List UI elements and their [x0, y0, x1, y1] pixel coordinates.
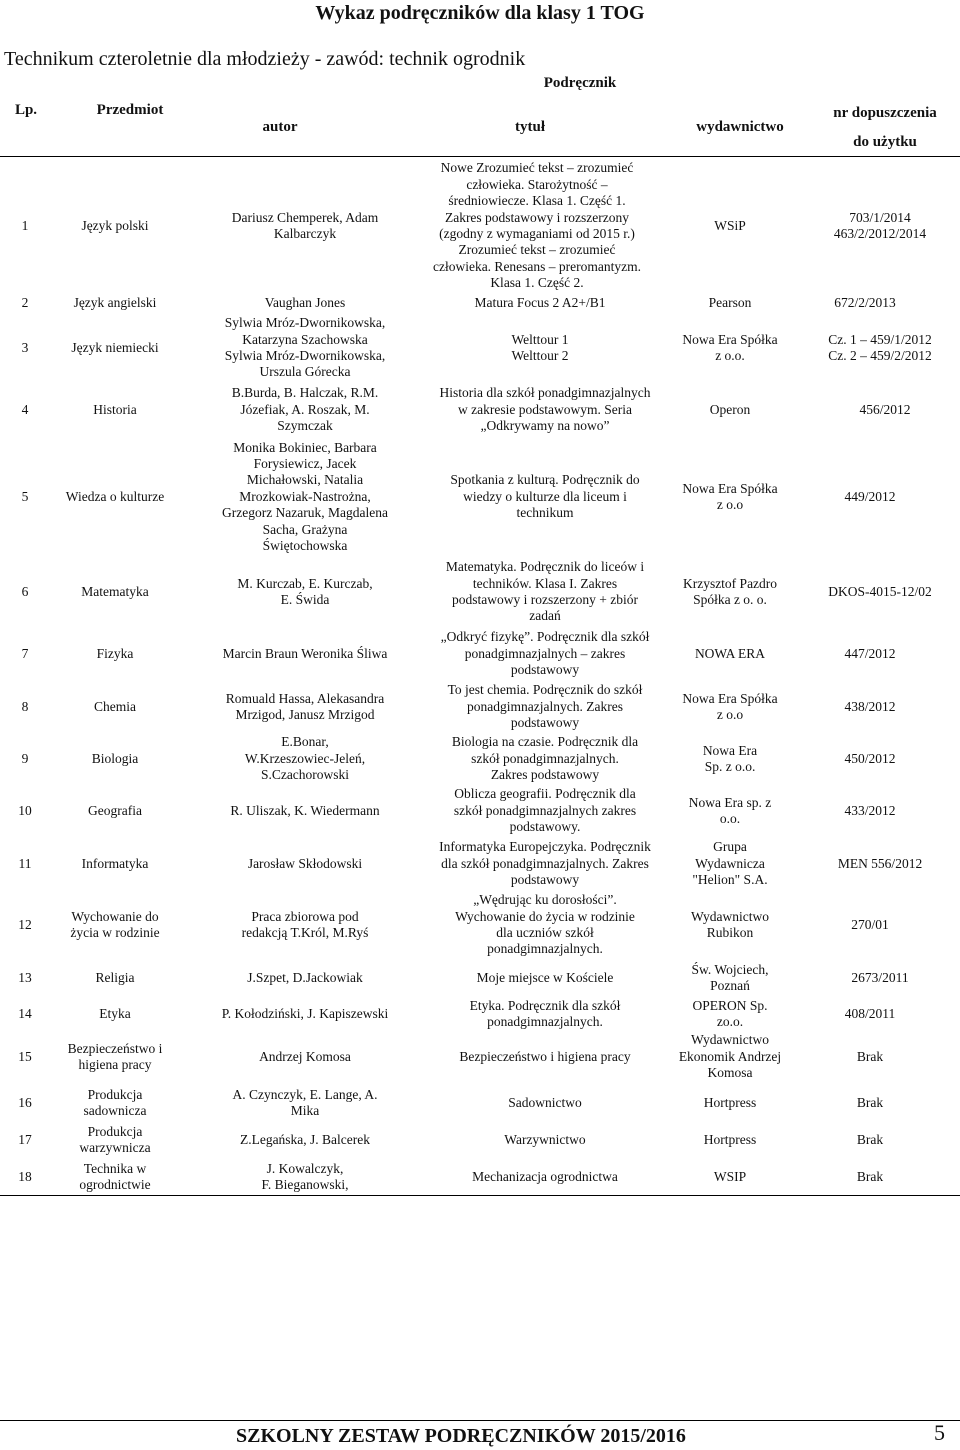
cell-line: Etyka. Podręcznik dla szkół	[469, 997, 621, 1013]
cell-lp	[0, 1158, 50, 1196]
cell-approval	[810, 786, 930, 836]
cell-line: szkół ponadgimnazjalnych.	[471, 750, 619, 766]
cell-line: Urszula Górecka	[259, 364, 351, 380]
cell-approval	[810, 294, 920, 312]
cell-line: Cz. 2 – 459/2/2012	[828, 348, 932, 363]
cell-line: W.Krzeszowiec-Jeleń,	[244, 750, 366, 766]
cell-line: higiena pracy	[78, 1057, 152, 1072]
header-podrecznik: Podręcznik	[543, 75, 617, 91]
cell-lp	[0, 436, 50, 558]
cell-line: P. Kołodziński, J. Kapiszewski	[221, 1005, 389, 1021]
cell-lp	[0, 836, 50, 892]
cell-line: podstawowy	[510, 715, 580, 731]
cell-line: Język polski	[81, 217, 149, 233]
cell-approval	[830, 384, 940, 436]
page-number: 5	[934, 1420, 945, 1445]
cell-line: 4	[21, 401, 29, 417]
cell-line: człowieka. Renesans – preromantyzm.	[432, 258, 642, 274]
cell-author	[200, 836, 410, 892]
cell-line: Welttour 2	[511, 348, 569, 363]
cell-line: Marcin Braun Weronika Śliwa	[222, 645, 388, 661]
cell-line: 463/2/2012/2014	[833, 226, 927, 241]
cell-line: F. Bieganowski,	[261, 1177, 349, 1192]
cell-line: Pearson	[708, 294, 752, 310]
cell-line: ponadgimnazjalnych.	[487, 941, 603, 957]
cell-author	[205, 384, 405, 436]
cell-line: S.Czachorowski	[260, 767, 350, 783]
cell-publisher	[665, 312, 795, 384]
cell-line: Matura Focus 2 A2+/B1	[474, 294, 606, 310]
cell-line: 270/01	[851, 916, 889, 932]
cell-line: Chemia	[94, 698, 136, 714]
cell-line: 450/2012	[844, 750, 896, 766]
cell-line: Nowa Era sp. z	[688, 794, 772, 810]
cell-line: Matematyka. Podręcznik do liceów i	[445, 559, 645, 575]
cell-book-title	[400, 732, 690, 786]
cell-publisher	[690, 158, 770, 294]
cell-line: Religia	[95, 969, 135, 985]
cell-line: Geografia	[88, 802, 142, 818]
cell-line: Wychowanie do życia w rodzinie	[455, 908, 635, 924]
cell-line: Krzysztof Pazdro	[682, 575, 778, 591]
cell-line: „Wędrując ku dorosłości”.	[473, 892, 617, 908]
cell-line: 14	[18, 1005, 32, 1021]
cell-lp	[0, 1084, 50, 1122]
cell-book-title	[400, 836, 690, 892]
cell-line: Wiedza o kulturze	[65, 488, 165, 504]
cell-line: DKOS-4015-12/02	[828, 583, 932, 599]
cell-lp	[0, 892, 50, 958]
cell-line: B.Burda, B. Halczak, R.M.	[231, 385, 379, 401]
cell-line: A. Czynczyk, E. Lange, A.	[232, 1086, 378, 1102]
cell-subject	[60, 312, 170, 384]
cell-line: Nowa Era Spółka	[682, 690, 778, 706]
cell-author	[200, 960, 410, 996]
cell-line: Sylwia Mróz-Dwornikowska,	[224, 315, 386, 331]
cell-author	[200, 1158, 410, 1196]
cell-book-title	[400, 1032, 690, 1082]
header-przedmiot: Przedmiot	[96, 102, 164, 118]
cell-line: Vaughan Jones	[264, 294, 346, 310]
cell-publisher	[665, 996, 795, 1032]
cell-line: podstawowy	[510, 872, 580, 888]
cell-lp	[0, 294, 50, 312]
cell-line: Mrozkowiak-Nastrożna,	[239, 488, 371, 504]
cell-lp	[0, 384, 50, 436]
cell-publisher	[690, 294, 770, 312]
cell-line: 15	[18, 1048, 32, 1064]
cell-line: 672/2/2013	[834, 294, 896, 310]
cell-publisher	[665, 682, 795, 732]
cell-book-title	[400, 558, 690, 626]
cell-line: warzywnicza	[79, 1140, 151, 1155]
cell-line: Historia dla szkół ponadgimnazjalnych	[439, 385, 651, 401]
cell-line: Rubikon	[706, 925, 754, 940]
cell-line: Brak	[856, 1168, 884, 1184]
cell-line: J.Szpet, D.Jackowiak	[247, 969, 363, 985]
cell-author	[190, 158, 420, 294]
cell-line: 10	[18, 802, 32, 818]
cell-line: 5	[21, 488, 29, 504]
cell-line: J. Kowalczyk,	[266, 1160, 344, 1176]
cell-author	[200, 436, 410, 558]
cell-line: Grupa	[713, 839, 747, 855]
cell-book-title	[400, 682, 690, 732]
header-tytul: tytuł	[515, 119, 545, 135]
cell-line: Moje miejsce w Kościele	[476, 969, 614, 985]
cell-line: 8	[21, 698, 29, 714]
cell-approval	[800, 312, 960, 384]
cell-line: Oblicza geografii. Podręcznik dla	[454, 786, 636, 802]
cell-subject	[60, 682, 170, 732]
cell-line: Nowa Era Spółka	[682, 480, 778, 496]
cell-publisher	[665, 960, 795, 996]
cell-line: podstawowy i rozszerzony + zbiór	[451, 592, 639, 607]
cell-line: Z.Legańska, J. Balcerek	[239, 1131, 371, 1147]
cell-line: dla szkół ponadgimnazjalnych. Zakres	[441, 855, 649, 871]
cell-line: 703/1/2014	[849, 209, 911, 225]
cell-line: 18	[18, 1168, 32, 1184]
cell-publisher	[665, 626, 795, 682]
cell-line: 408/2011	[844, 1005, 896, 1021]
cell-line: Poznań	[710, 978, 750, 993]
cell-line: Język niemiecki	[71, 339, 159, 355]
cell-line: 2	[21, 294, 29, 310]
cell-line: Operon	[709, 401, 751, 417]
document-title: Wykaz podręczników dla klasy 1 TOG	[315, 2, 645, 24]
cell-line: Sadownictwo	[508, 1094, 582, 1110]
cell-author	[200, 1032, 410, 1082]
cell-line: Nowa Era Spółka	[682, 331, 778, 347]
cell-line: ponadgimnazjalnych.	[487, 1014, 603, 1029]
cell-line: Technika w	[83, 1160, 147, 1176]
cell-lp	[0, 960, 50, 996]
cell-line: o.o.	[719, 811, 741, 826]
cell-line: Zrozumieć tekst – zrozumieć	[458, 242, 616, 258]
footer-rule	[0, 1420, 960, 1421]
cell-line: Kalbarczyk	[273, 226, 337, 241]
cell-author	[205, 312, 405, 384]
cell-author	[200, 786, 410, 836]
cell-line: redakcją T.Król, M.Ryś	[241, 925, 369, 940]
cell-subject	[60, 294, 170, 312]
cell-line: Świętochowska	[262, 538, 348, 554]
cell-line: ogrodnictwie	[79, 1177, 151, 1192]
cell-line: Wydawnictwo	[691, 908, 769, 924]
cell-subject	[60, 786, 170, 836]
header-autor: autor	[262, 119, 298, 135]
cell-line: 3	[21, 339, 29, 355]
cell-book-title	[400, 1122, 690, 1158]
cell-book-title	[400, 786, 690, 836]
cell-line: 7	[21, 645, 29, 661]
cell-approval	[810, 626, 930, 682]
cell-subject	[60, 892, 170, 958]
cell-publisher	[665, 436, 795, 558]
cell-publisher	[665, 558, 795, 626]
cell-author	[200, 892, 410, 958]
cell-line: Monika Bokiniec, Barbara	[233, 439, 377, 455]
cell-line: Nowe Zrozumieć tekst – zrozumieć	[440, 160, 634, 176]
cell-line: człowieka. Starożytność –	[466, 176, 608, 192]
cell-line: szkół ponadgimnazjalnych zakres	[453, 802, 637, 818]
cell-line: 17	[18, 1131, 32, 1147]
cell-line: w zakresie podstawowym. Seria	[458, 401, 632, 417]
cell-line: Mrzigod, Janusz Mrzigod	[235, 707, 375, 722]
cell-subject	[60, 1122, 170, 1158]
cell-lp	[0, 786, 50, 836]
cell-line: E.Bonar,	[281, 734, 329, 750]
cell-line: Matematyka	[81, 583, 149, 599]
cell-line: To jest chemia. Podręcznik do szkół	[447, 682, 643, 698]
cell-book-title	[412, 158, 662, 294]
cell-line: 16	[18, 1094, 32, 1110]
cell-line: M. Kurczab, E. Kurczab,	[237, 575, 373, 591]
cell-lp	[0, 1032, 50, 1082]
cell-line: (zgodny z wymaganiami od 2015 r.)	[439, 226, 635, 241]
cell-approval	[810, 1084, 930, 1122]
cell-line: Ekonomik Andrzej	[678, 1048, 782, 1064]
cell-line: 438/2012	[844, 698, 896, 714]
table-top-rule	[0, 156, 960, 157]
cell-line: z o.o	[716, 497, 744, 512]
cell-line: Produkcja	[87, 1123, 143, 1139]
cell-line: Wydawnictwo	[691, 1032, 769, 1048]
cell-line: Nowa Era	[702, 742, 758, 758]
cell-lp	[0, 682, 50, 732]
cell-approval	[800, 836, 960, 892]
cell-publisher	[665, 1122, 795, 1158]
cell-book-title	[400, 384, 690, 436]
cell-line: 13	[18, 969, 32, 985]
cell-author	[190, 294, 420, 312]
cell-line: Sacha, Grażyna	[262, 521, 348, 537]
cell-line: Mika	[290, 1103, 320, 1118]
cell-line: 6	[21, 583, 29, 599]
cell-line: WSiP	[714, 217, 746, 233]
cell-publisher	[665, 1084, 795, 1122]
cell-line: Jarosław Skłodowski	[247, 855, 363, 871]
cell-subject	[60, 436, 170, 558]
cell-author	[200, 558, 410, 626]
cell-book-title	[400, 626, 690, 682]
cell-book-title	[400, 892, 690, 958]
cell-line: Klasa 1. Część 2.	[490, 275, 584, 291]
cell-line: „Odkryć fizykę”. Podręcznik dla szkół	[440, 629, 650, 645]
cell-author	[200, 1122, 410, 1158]
cell-line: Zakres podstawowy i rozszerzony	[444, 209, 630, 225]
cell-subject	[60, 996, 170, 1032]
cell-subject	[60, 158, 170, 294]
cell-line: Historia	[93, 401, 137, 417]
cell-line: Sylwia Mróz-Dwornikowska,	[224, 348, 386, 363]
cell-publisher	[665, 732, 795, 786]
cell-line: Hortpress	[703, 1131, 757, 1147]
cell-lp	[0, 312, 50, 384]
cell-line: 447/2012	[844, 645, 896, 661]
cell-line: 456/2012	[859, 401, 911, 417]
cell-line: Bezpieczeństwo i	[67, 1040, 163, 1056]
cell-lp	[0, 1122, 50, 1158]
cell-line: 11	[18, 855, 32, 871]
cell-publisher	[665, 1032, 795, 1082]
cell-book-title	[400, 1158, 690, 1196]
cell-line: podstawowy	[510, 662, 580, 678]
cell-approval	[800, 158, 960, 294]
cell-publisher	[665, 836, 795, 892]
cell-line: 9	[21, 750, 29, 766]
cell-line: Brak	[856, 1094, 884, 1110]
cell-line: Komosa	[707, 1065, 753, 1081]
cell-line: wiedzy o kulturze dla liceum i	[463, 488, 627, 504]
cell-publisher	[665, 1158, 795, 1196]
header-nr-dopuszczenia: nr dopuszczenia	[833, 105, 937, 121]
cell-approval	[810, 892, 930, 958]
cell-subject	[60, 1032, 170, 1082]
cell-subject	[60, 626, 170, 682]
cell-approval	[810, 436, 930, 558]
cell-lp	[0, 626, 50, 682]
cell-line: R. Uliszak, K. Wiedermann	[230, 802, 380, 818]
cell-line: Andrzej Komosa	[259, 1048, 351, 1064]
cell-line: "Helion" S.A.	[692, 872, 768, 888]
header-do-uzytku: do użytku	[853, 134, 917, 150]
cell-line: 2673/2011	[851, 969, 909, 985]
cell-line: 433/2012	[844, 802, 896, 818]
cell-line: „Odkrywamy na nowo”	[480, 418, 610, 434]
cell-line: MEN 556/2012	[837, 855, 923, 871]
cell-line: Michałowski, Natalia	[246, 472, 364, 488]
cell-line: Etyka	[99, 1005, 131, 1021]
cell-line: Fizyka	[96, 645, 134, 661]
cell-line: technikum	[516, 505, 574, 521]
cell-line: 449/2012	[844, 488, 896, 504]
cell-line: Biologia	[91, 750, 139, 766]
cell-line: Szymczak	[277, 418, 333, 434]
cell-line: 1	[21, 217, 29, 233]
footer-title: SZKOLNY ZESTAW PODRĘCZNIKÓW 2015/2016	[236, 1425, 686, 1447]
document-subtitle: Technikum czteroletnie dla młodzieży - zawód: technik ogrodnik	[4, 48, 526, 70]
cell-subject	[60, 558, 170, 626]
cell-approval	[810, 1158, 930, 1196]
cell-line: Informatyka	[81, 855, 149, 871]
cell-subject	[60, 960, 170, 996]
cell-line: Katarzyna Szachowska	[242, 331, 368, 347]
cell-line: Warzywnictwo	[504, 1131, 586, 1147]
cell-line: Informatyka Europejczyka. Podręcznik	[439, 839, 651, 855]
cell-line: Grzegorz Nazaruk, Magdalena	[221, 505, 389, 521]
cell-line: zo.o.	[716, 1014, 744, 1029]
cell-subject	[60, 732, 170, 786]
cell-line: Wydawnicza	[695, 855, 765, 871]
cell-line: 12	[18, 916, 32, 932]
cell-book-title	[400, 1084, 690, 1122]
cell-line: Cz. 1 – 459/1/2012	[828, 331, 932, 347]
header-wydawnictwo: wydawnictwo	[696, 119, 784, 135]
cell-lp	[0, 158, 50, 294]
cell-line: sadownicza	[83, 1103, 147, 1118]
cell-line: Św. Wojciech,	[691, 961, 769, 977]
cell-line: Welttour 1	[511, 331, 569, 347]
cell-line: dla uczniów szkół	[496, 925, 594, 940]
cell-book-title	[400, 996, 690, 1032]
cell-line: techników. Klasa I. Zakres	[472, 575, 618, 591]
cell-line: średniowiecze. Klasa 1. Część 1.	[448, 193, 626, 209]
cell-line: Język angielski	[73, 294, 157, 310]
cell-line: Biologia na czasie. Podręcznik dla	[451, 734, 639, 750]
cell-book-title	[455, 312, 625, 384]
cell-line: Forysiewicz, Jacek	[253, 455, 357, 471]
cell-line: Spotkania z kulturą. Podręcznik do	[450, 472, 640, 488]
cell-publisher	[665, 786, 795, 836]
cell-line: NOWA ERA	[694, 645, 766, 661]
cell-subject	[60, 1084, 170, 1122]
cell-line: Praca zbiorowa pod	[251, 908, 359, 924]
cell-line: życia w rodzinie	[70, 925, 160, 940]
cell-line: zadań	[529, 608, 561, 624]
cell-lp	[0, 732, 50, 786]
cell-subject	[60, 1158, 170, 1196]
cell-line: ponadgimnazjalnych – zakres	[464, 645, 626, 661]
cell-approval	[800, 558, 960, 626]
cell-line: Spółka z o. o.	[693, 592, 767, 607]
cell-publisher	[665, 892, 795, 958]
cell-line: Wychowanie do	[71, 908, 159, 924]
cell-line: Sp. z o.o.	[704, 759, 756, 774]
cell-author	[200, 682, 410, 732]
cell-author	[200, 732, 410, 786]
cell-line: z o.o.	[715, 348, 745, 363]
cell-line: ponadgimnazjalnych. Zakres	[467, 698, 623, 714]
cell-approval	[810, 1032, 930, 1082]
cell-lp	[0, 558, 50, 626]
cell-line: OPERON Sp.	[692, 997, 768, 1013]
cell-approval	[810, 996, 930, 1032]
cell-line: Józefiak, A. Roszak, M.	[240, 401, 370, 417]
cell-line: Zakres podstawowy	[490, 767, 600, 783]
cell-book-title	[400, 960, 690, 996]
cell-publisher	[675, 384, 785, 436]
cell-line: Mechanizacja ogrodnictwa	[472, 1168, 618, 1184]
cell-book-title	[455, 294, 625, 312]
cell-line: z o.o	[716, 707, 744, 722]
cell-line: podstawowy.	[509, 819, 581, 835]
header-lp: Lp.	[14, 102, 38, 118]
cell-author	[200, 1084, 410, 1122]
cell-line: Romuald Hassa, Alekasandra	[225, 690, 385, 706]
cell-subject	[60, 384, 170, 436]
cell-approval	[810, 732, 930, 786]
cell-author	[200, 996, 410, 1032]
cell-author	[200, 626, 410, 682]
cell-lp	[0, 996, 50, 1032]
cell-line: WSIP	[713, 1168, 747, 1184]
cell-line: Hortpress	[703, 1094, 757, 1110]
cell-line: Brak	[856, 1131, 884, 1147]
cell-line: Dariusz Chemperek, Adam	[231, 209, 379, 225]
cell-approval	[800, 960, 960, 996]
cell-line: Bezpieczeństwo i higiena pracy	[459, 1048, 631, 1064]
cell-book-title	[400, 436, 690, 558]
cell-line: Brak	[856, 1048, 884, 1064]
cell-line: E. Świda	[280, 592, 330, 607]
cell-approval	[810, 1122, 930, 1158]
cell-approval	[810, 682, 930, 732]
cell-subject	[60, 836, 170, 892]
cell-line: Produkcja	[87, 1086, 143, 1102]
